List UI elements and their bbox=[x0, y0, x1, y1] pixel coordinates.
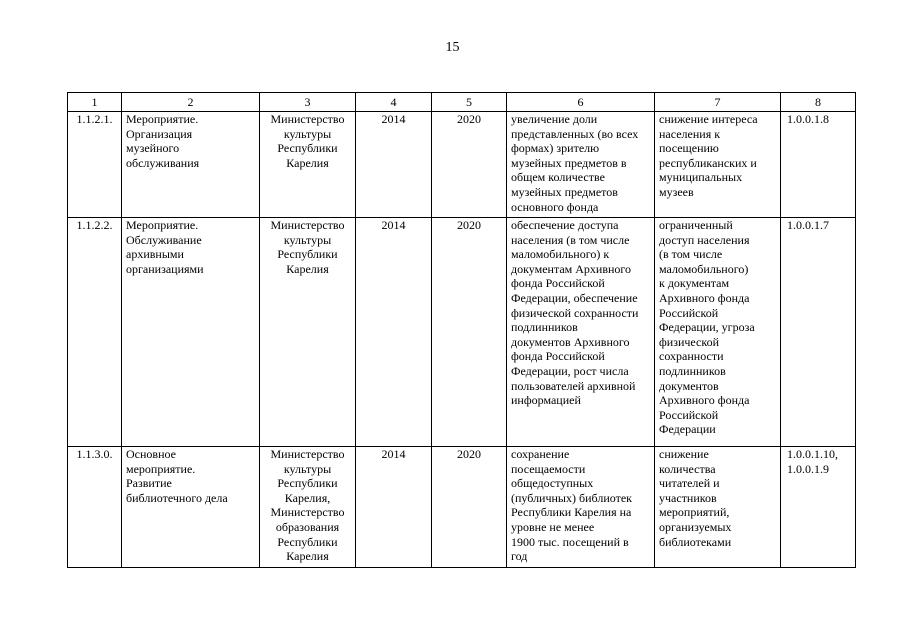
row-start-year: 2014 bbox=[356, 112, 432, 218]
row-end-year: 2020 bbox=[432, 218, 507, 447]
column-header: 5 bbox=[432, 93, 507, 112]
table-row bbox=[68, 218, 856, 447]
row-code: 1.1.3.0. bbox=[68, 447, 122, 568]
row-indicators: 1.0.0.1.7 bbox=[781, 218, 856, 447]
column-header: 7 bbox=[655, 93, 781, 112]
row-expected-result: увеличение доли представленных (во всех формах) зрителю музейных предметов в общем количестве музейных предметов основного фонда bbox=[507, 112, 655, 218]
row-end-year: 2020 bbox=[432, 112, 507, 218]
row-indicators: 1.0.0.1.10, 1.0.0.1.9 bbox=[781, 447, 856, 568]
row-code: 1.1.2.2. bbox=[68, 218, 122, 447]
column-header: 1 bbox=[68, 93, 122, 112]
row-start-year: 2014 bbox=[356, 218, 432, 447]
page-number: 15 bbox=[445, 40, 460, 55]
table-row bbox=[68, 447, 856, 568]
row-expected-result: сохранение посещаемости общедоступных (публичных) библиотек Республики Карелия на уровне не менее 1900 тыс. посещений в год bbox=[507, 447, 655, 568]
row-expected-result: обеспечение доступа населения (в том числе маломобильного) к документам Архивного фонда Российской Федерации, обеспечение физической сохранности подлинников документов Архивного фонда Российской Федерации, рост числа пользователей архивной информацией bbox=[507, 218, 655, 447]
header-row bbox=[68, 93, 856, 112]
column-header: 2 bbox=[122, 93, 260, 112]
row-event: Основное мероприятие. Развитие библиотечного дела bbox=[122, 447, 260, 568]
row-consequences: ограниченный доступ населения (в том числе маломобильного) к документам Архивного фонда Российской Федерации, угроза физической сохранности подлинников документов Архивного фонда Российской Федерации bbox=[655, 218, 781, 447]
row-executor: Министерство культуры Республики Карелия, Министерство образования Республики Карелия bbox=[260, 447, 356, 568]
column-header: 3 bbox=[260, 93, 356, 112]
row-start-year: 2014 bbox=[356, 447, 432, 568]
row-event: Мероприятие. Организация музейного обслуживания bbox=[122, 112, 260, 218]
row-end-year: 2020 bbox=[432, 447, 507, 568]
row-consequences: снижение интереса населения к посещению республиканских и муниципальных музеев bbox=[655, 112, 781, 218]
column-header: 4 bbox=[356, 93, 432, 112]
row-executor: Министерство культуры Республики Карелия bbox=[260, 218, 356, 447]
row-executor: Министерство культуры Республики Карелия bbox=[260, 112, 356, 218]
row-event: Мероприятие. Обслуживание архивными организациями bbox=[122, 218, 260, 447]
row-code: 1.1.2.1. bbox=[68, 112, 122, 218]
row-consequences: снижение количества читателей и участников мероприятий, организуемых библиотеками bbox=[655, 447, 781, 568]
column-header: 8 bbox=[781, 93, 856, 112]
table-row bbox=[68, 112, 856, 218]
row-indicators: 1.0.0.1.8 bbox=[781, 112, 856, 218]
program-activities-table bbox=[67, 92, 856, 568]
column-header: 6 bbox=[507, 93, 655, 112]
